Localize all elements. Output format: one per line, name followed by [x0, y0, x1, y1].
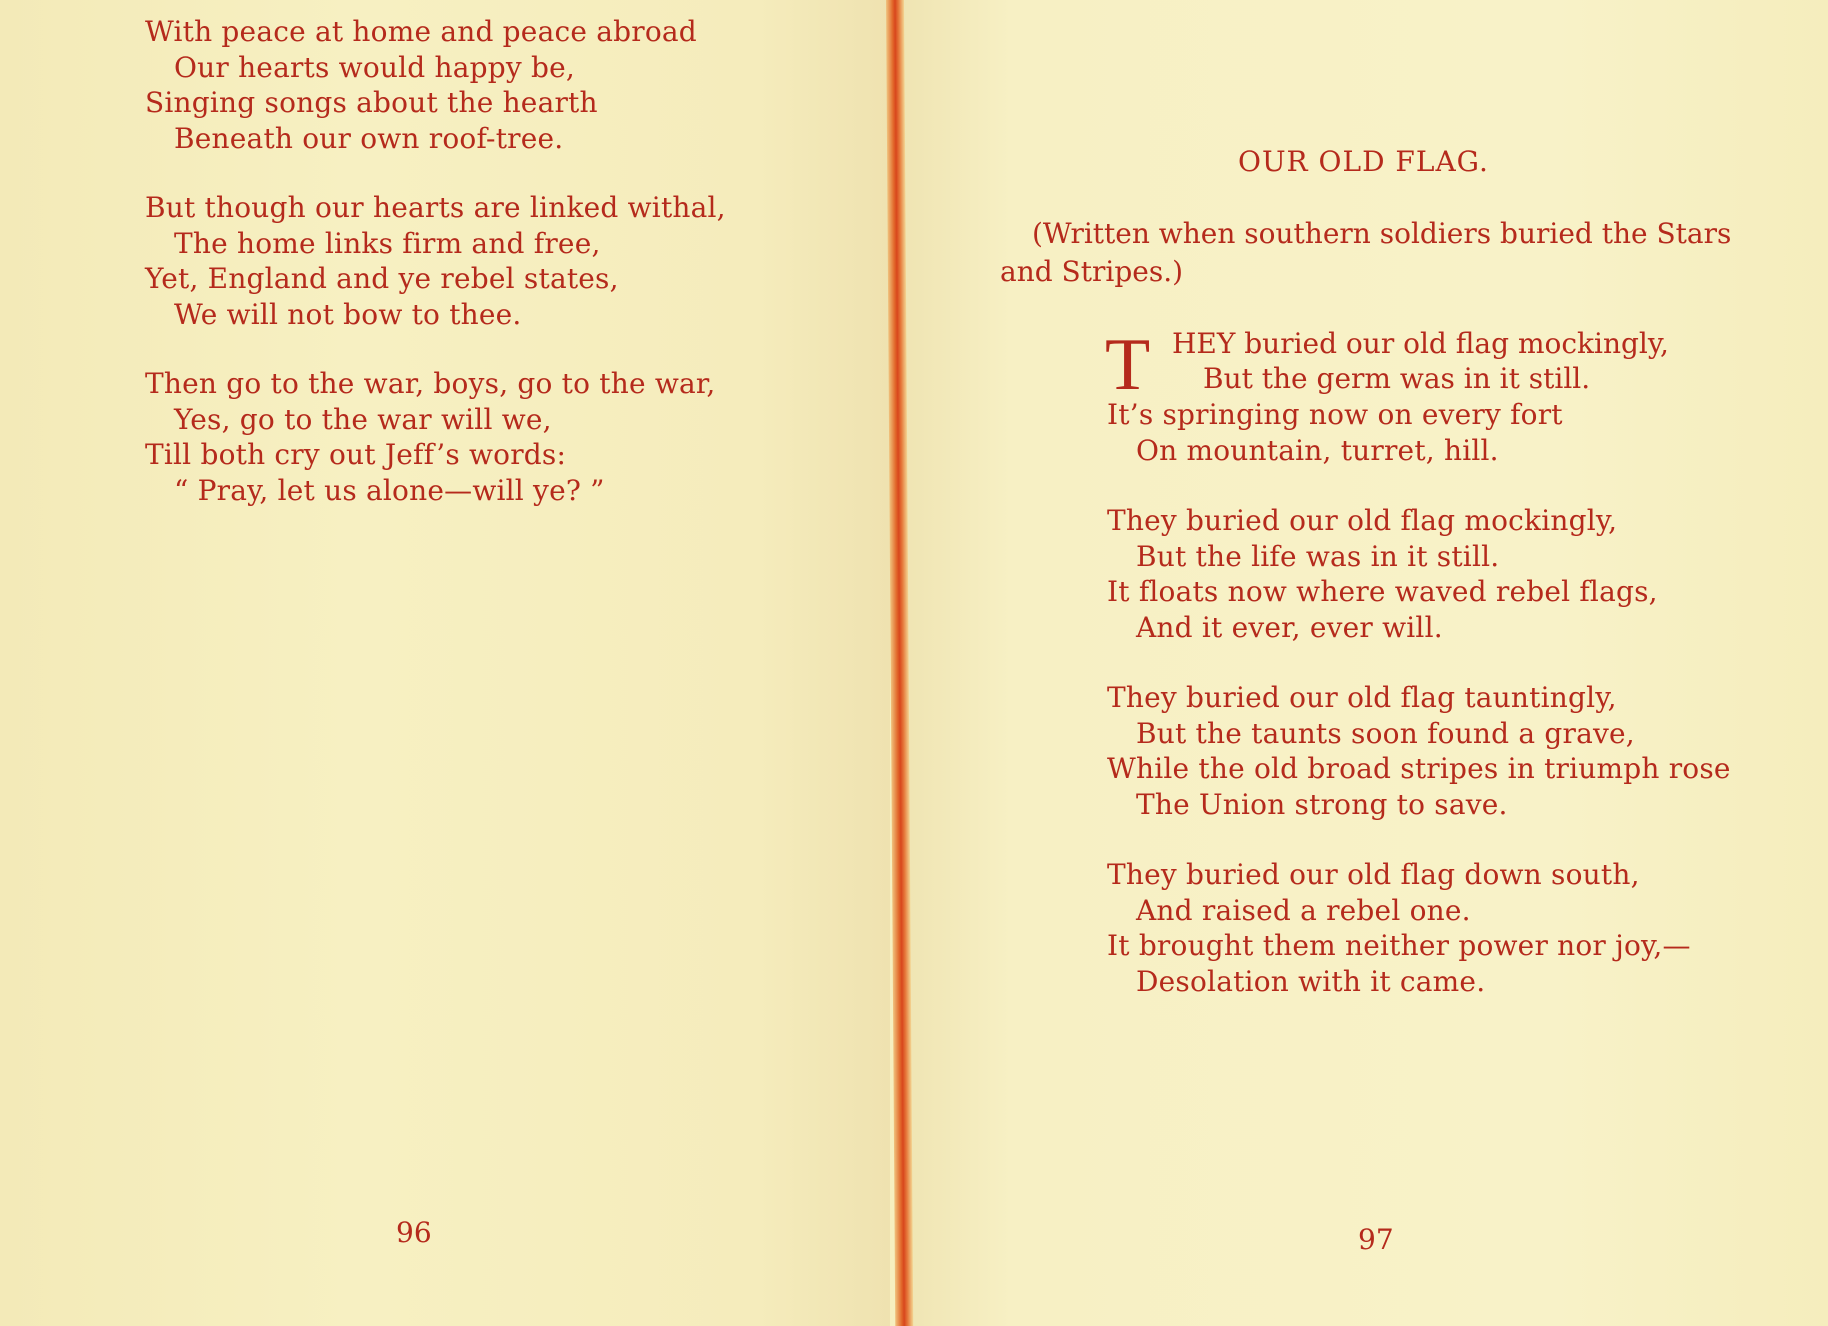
- poem-line: But though our hearts are linked withal,: [145, 191, 726, 224]
- page-number-right: 97: [1358, 1223, 1394, 1256]
- poem-line: It’s springing now on every fort: [1107, 398, 1563, 431]
- poem-line: Till both cry out Jeff’s words:: [145, 438, 567, 471]
- poem-line: Then go to the war, boys, go to the war,: [145, 367, 716, 400]
- left-stanza-2: [145, 190, 726, 332]
- right-stanza-2: [1107, 503, 1658, 645]
- poem-line: They buried our old flag tauntingly,: [1107, 681, 1617, 714]
- left-stanza-3: [145, 366, 716, 508]
- left-page: [0, 0, 890, 1326]
- poem-line: Yet, England and ye rebel states,: [145, 262, 619, 295]
- poem-line: They buried our old flag mockingly,: [1107, 504, 1618, 537]
- poem-line: They buried our old flag down south,: [1107, 858, 1640, 891]
- poem-line: And raised a rebel one.: [1136, 893, 1471, 927]
- poem-line: While the old broad stripes in triumph rose: [1107, 752, 1731, 785]
- poem-line: HEY buried our old flag mockingly,: [1172, 327, 1669, 360]
- page-number-left: 96: [396, 1216, 432, 1249]
- poem-line: But the life was in it still.: [1136, 539, 1500, 573]
- left-stanza-1: [145, 14, 697, 156]
- poem-line: It floats now where waved rebel flags,: [1107, 575, 1658, 608]
- poem-line: Singing songs about the hearth: [145, 86, 598, 119]
- poem-line: Yes, go to the war will we,: [174, 402, 552, 436]
- poem-line: Beneath our own roof-tree.: [174, 121, 564, 155]
- poem-line: Desolation with it came.: [1136, 964, 1486, 998]
- first-stanza-rest: [1107, 397, 1563, 468]
- right-stanza-3: [1107, 680, 1731, 822]
- poem-line: The home links firm and free,: [174, 226, 601, 260]
- poem-line: It brought them neither power nor joy,—: [1107, 929, 1691, 962]
- drop-cap: T: [1105, 324, 1151, 406]
- poem-line: But the taunts soon found a grave,: [1136, 716, 1635, 750]
- poem-line: But the germ was in it still.: [1203, 362, 1591, 395]
- poem-line: The Union strong to save.: [1136, 787, 1508, 821]
- poem-line: Our hearts would happy be,: [174, 50, 576, 84]
- poem-line: On mountain, turret, hill.: [1136, 433, 1499, 467]
- right-stanza-4: [1107, 857, 1691, 999]
- poem-subtitle: [1000, 215, 1740, 291]
- poem-title: OUR OLD FLAG.: [1238, 145, 1489, 178]
- poem-line: “ Pray, let us alone—will ye? ”: [174, 473, 605, 507]
- poem-line: We will not bow to thee.: [174, 297, 522, 331]
- poem-line: And it ever, ever will.: [1136, 610, 1443, 644]
- right-page: [900, 0, 1828, 1326]
- poem-line: With peace at home and peace abroad: [145, 15, 697, 48]
- subtitle-text: (Written when southern soldiers buried the Stars and Stripes.): [1000, 217, 1732, 288]
